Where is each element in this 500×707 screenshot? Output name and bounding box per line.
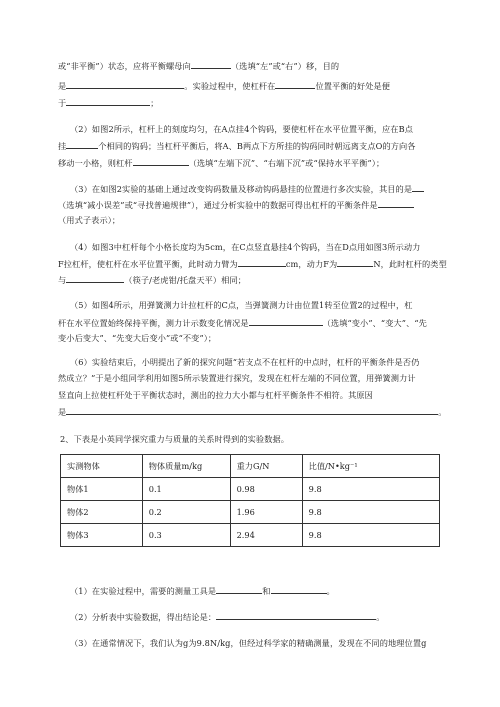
answer-blank[interactable]: [216, 611, 376, 620]
text: ；: [150, 98, 159, 108]
text: 。: [376, 612, 385, 622]
q6-line-4: [58, 406, 458, 418]
text: 是: [58, 81, 67, 91]
table-row: [61, 501, 440, 524]
p2-q1: [70, 585, 470, 597]
q3-line-3: （用式子表示）；: [58, 215, 121, 225]
table-cell: 9.8: [302, 524, 439, 547]
p2-q3: （3）在通常情况下，我们认为g为9.8N/kg，但经过科学家的精确测量，发现在不同的地理位置g: [70, 638, 427, 648]
answer-blank[interactable]: [66, 274, 124, 283]
text: 与: [58, 275, 67, 285]
answer-blank[interactable]: [337, 258, 373, 267]
answer-blank[interactable]: [66, 97, 150, 106]
q2-line-1: （2）如图2所示，杠杆上的刻度均匀，在A点挂4个钩码，要使杠杆在水平位置平衡，应在B点: [70, 124, 413, 134]
text: （选填“左端下沉”、“右端下沉”或“保持水平平衡”）；: [188, 158, 385, 168]
table-header-cell: 实测物体: [61, 455, 143, 478]
text: 于: [58, 98, 67, 108]
q5-line-1: （5）如图4所示，用弹簧测力计拉杠杆的C点，当弹簧测力计由位置1转至位置2的过程中，杠: [70, 300, 413, 310]
q3-line-1: [70, 183, 470, 195]
text: （筷子/老虎钳/托盘天平）相同；: [124, 275, 247, 285]
text: 是: [58, 407, 67, 417]
text: N，此时杠杆的类型: [373, 259, 447, 269]
table-cell: 物体3: [61, 524, 143, 547]
table-cell: 0.3: [142, 524, 230, 547]
q3-line-2: [58, 199, 458, 211]
text: 。实验过程中，使杠杆在: [184, 81, 276, 91]
text: 或“非平衡”）状态，应将平衡螺母向: [58, 61, 191, 71]
table-cell: 9.8: [302, 478, 439, 501]
q4-line-3: [58, 274, 458, 286]
q1-line-2: [58, 80, 458, 92]
text: 移动一小格，则杠杆: [58, 158, 133, 168]
q1-line-1: [58, 60, 458, 72]
data-table: [60, 454, 440, 547]
answer-blank[interactable]: [271, 585, 327, 594]
answer-blank[interactable]: [238, 258, 286, 267]
table-cell: 1.96: [230, 501, 302, 524]
text: （2）分析表中实验数据，得出结论是：: [70, 612, 217, 622]
answer-blank[interactable]: [66, 80, 184, 89]
q5-line-3: 变小后变大”、“先变大后变小”或“不变”）；: [58, 333, 217, 343]
table-cell: 物体1: [61, 478, 143, 501]
answer-blank[interactable]: [66, 140, 98, 149]
text: F拉杠杆，使杠杆在水平位置平衡，此时动力臂为: [58, 259, 238, 269]
text: （选填“变小”、“变大”、“先: [322, 318, 427, 328]
text: （3）在如图2实验的基础上通过改变钩码数量及移动钩码悬挂的位置进行多次实验，其目的是: [70, 184, 413, 194]
q4-line-1: （4）如图3中杠杆每个小格长度均为5cm，在C点竖直悬挂4个钩码，当在D点用如图3所示动力: [70, 242, 421, 252]
text: （1）在实验过程中，需要的测量工具是: [70, 586, 217, 596]
problem-2-title: 2、下表是小英同学探究重力与质量的关系时得到的实验数据。: [60, 434, 290, 444]
text: 。: [438, 407, 447, 417]
q5-line-2: [58, 317, 458, 329]
table-cell: 9.8: [302, 501, 439, 524]
table-cell: 0.1: [142, 478, 230, 501]
table-cell: 0.2: [142, 501, 230, 524]
answer-blank[interactable]: [66, 406, 438, 415]
table-header-cell: 重力G/N: [230, 455, 302, 478]
table-cell: 0.98: [230, 478, 302, 501]
answer-blank[interactable]: [275, 80, 315, 89]
p2-q2: [70, 611, 470, 623]
answer-blank[interactable]: [378, 199, 414, 208]
text: 挂: [58, 141, 67, 151]
text: 和: [262, 586, 271, 596]
table-cell: 2.94: [230, 524, 302, 547]
q4-line-2: [58, 258, 458, 270]
answer-blank[interactable]: [216, 585, 262, 594]
answer-blank[interactable]: [191, 60, 231, 69]
answer-blank[interactable]: [249, 317, 323, 326]
q6-line-1: （6）实验结束后，小明提出了新的探究问题“若支点不在杠杆的中点时，杠杆的平衡条件是否仍: [70, 357, 420, 367]
table-header-cell: 比值/N•kg⁻¹: [302, 455, 439, 478]
text: 个相同的钩码；当杠杆平衡后，将A、B两点下方所挂的钩码同时朝远离支点O的方向各: [98, 141, 416, 151]
q2-line-3: [58, 157, 458, 169]
answer-blank[interactable]: [133, 157, 189, 166]
text: （选填“减小误差”或“寻找普遍规律”），通过分析实验中的数据可得出杠杆的平衡条件是: [58, 200, 378, 210]
q6-line-3: 竖直向上拉使杠杆处于平衡状态时，测出的拉力大小都与杠杆平衡条件不相符。其原因: [58, 390, 373, 400]
text: （选填“左”或“右”）移，目的: [230, 61, 340, 71]
q6-line-2: 然成立？”于是小组同学利用如图5所示装置进行探究，发现在杠杆左端的不同位置，用弹簧测力计: [58, 373, 416, 383]
q2-line-2: [58, 140, 458, 152]
table-row: [61, 478, 440, 501]
text: 。: [326, 586, 335, 596]
text: cm，动力F为: [285, 259, 338, 269]
table-header-row: [61, 455, 440, 478]
answer-blank[interactable]: [412, 183, 424, 192]
table-row: [61, 524, 440, 547]
text: 杆在水平位置始终保持平衡，测力计示数变化情况是: [58, 318, 249, 328]
table-cell: 物体2: [61, 501, 143, 524]
table-header-cell: 物体质量m/kg: [142, 455, 230, 478]
q1-line-3: [58, 97, 458, 109]
text: 位置平衡的好处是便: [315, 81, 391, 91]
